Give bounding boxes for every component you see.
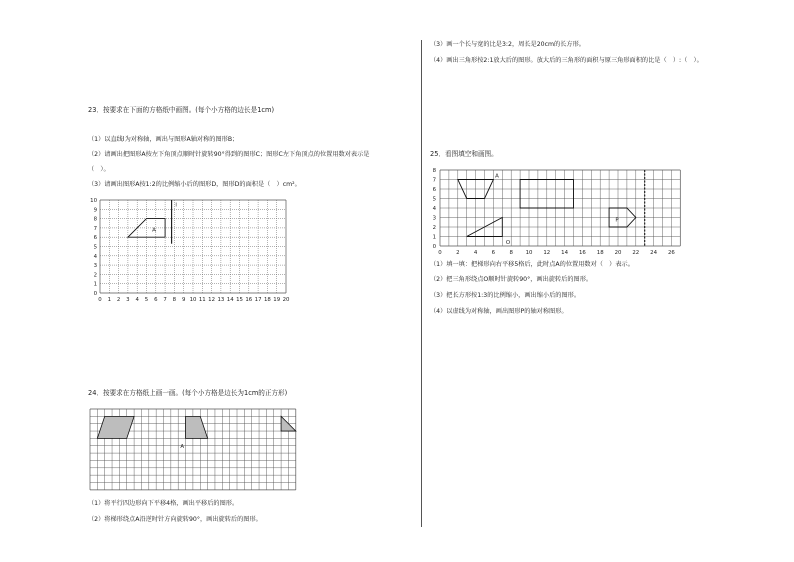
q25-x-tick: 22 [632, 250, 640, 256]
q23-x-tick: 5 [144, 297, 149, 303]
q25-x-tick: 14 [561, 250, 569, 256]
q25-x-tick: 20 [614, 250, 622, 256]
q25-x-tick: 18 [596, 250, 604, 256]
q25-x-tick: 26 [667, 250, 675, 256]
q23-x-tick: 20 [282, 297, 290, 303]
shape-a-label: A [152, 227, 156, 234]
q25-x-tick: 0 [438, 250, 442, 256]
q25-point-o-label: O [505, 240, 511, 247]
q23-y-tick: 4 [93, 253, 97, 260]
q25-x-tick: 10 [525, 250, 533, 256]
q25-y-tick: 5 [432, 196, 436, 203]
q25-y-tick: 3 [432, 215, 436, 222]
q25-y-tick: 4 [432, 206, 436, 212]
q25-item1: （1）填一填：把梯形向右平移5格后，此时点A的位置用数对（ ）表示。 [430, 261, 634, 268]
q25-item2: （2）把三角形绕点O顺时针旋转90°，画出旋转后的图形。 [430, 276, 593, 283]
q24-grid [86, 407, 306, 491]
q25-x-tick: 24 [650, 250, 658, 256]
q23-x-tick: 18 [263, 297, 271, 303]
q-top-item3: （3）画一个长与宽的比是3:2，周长是20cm的长方形。 [430, 41, 585, 48]
q24-title: 24．按要求在方格纸上画一画。(每个小方格是边长为1cm的正方形) [88, 389, 288, 397]
symmetry-line-label: l [175, 202, 177, 209]
q23-x-tick: 2 [116, 297, 121, 303]
q23-x-tick: 15 [236, 297, 243, 303]
q23-x-tick: 8 [172, 297, 177, 303]
q25-x-tick: 2 [456, 250, 460, 256]
q23-item1: （1）以直线l为对称轴，画出与图形A轴对称的图形B； [88, 136, 239, 143]
q23-x-tick: 16 [245, 297, 253, 303]
q23-y-tick: 5 [93, 244, 97, 251]
q23-y-tick: 7 [93, 225, 97, 232]
parallelogram-shape [97, 416, 134, 438]
q25-title: 25．看图填空和画图。 [430, 150, 498, 158]
q25-y-tick: 2 [432, 225, 436, 231]
q-top-item4: （4）画出三角形按2:1放大后的图形。放大后的三角形的面积与原三角形面积的比是（ ）:（ ）。 [430, 57, 703, 64]
q23-y-tick: 6 [93, 235, 97, 242]
q23-x-tick: 9 [181, 297, 186, 303]
q23-y-tick: 1 [93, 281, 97, 288]
q23-x-tick: 4 [135, 297, 139, 303]
q25-shape-p-label: P [615, 217, 619, 224]
q23-x-tick: 11 [198, 297, 206, 303]
column-divider [421, 40, 422, 527]
q23-x-tick: 1 [107, 297, 112, 303]
q23-x-tick: 7 [163, 297, 167, 303]
q23-x-tick: 19 [273, 297, 281, 303]
q23-item3: （3）请画出图形A按1:2的比例缩小后的图形D，图形D的面积是（ ）cm²。 [88, 181, 301, 188]
q23-y-tick: 2 [93, 272, 97, 279]
q25-y-tick: 6 [432, 187, 436, 193]
q25-y-tick: 7 [432, 177, 436, 184]
q25-x-tick: 6 [491, 250, 496, 256]
q23-x-tick: 3 [126, 297, 130, 303]
q25-item3: （3）把长方形按1:3的比例缩小，画出缩小后的图形。 [430, 292, 581, 299]
q25-x-tick: 12 [543, 250, 551, 256]
q23-x-tick: 13 [217, 297, 225, 303]
q23-item2: （2）请画出把图形A按左下角顶点顺时针旋转90°得到的图形C；图形C左下角顶点的位置用数对表示是 [88, 151, 370, 158]
q23-x-tick: 6 [154, 297, 158, 303]
q23-x-tick: 12 [208, 297, 216, 303]
trapezoid-shape [186, 416, 208, 438]
q25-x-tick: 16 [578, 250, 586, 256]
q25-y-tick: 0 [432, 244, 436, 250]
q25-y-tick: 1 [432, 234, 436, 241]
q23-x-tick: 10 [189, 297, 197, 303]
q23-x-tick: 0 [98, 297, 102, 303]
q25-x-tick: 4 [473, 250, 478, 256]
q23-title: 23．按要求在下面的方格纸中画图。(每个小方格的边长是1cm) [88, 106, 275, 114]
q23-grid [88, 196, 298, 311]
point-a-label: A [180, 443, 185, 450]
q23-x-tick: 14 [226, 297, 234, 303]
q23-y-tick: 10 [90, 198, 97, 204]
q25-y-tick: 8 [432, 168, 436, 174]
q23-y-tick: 3 [93, 263, 97, 270]
q25-item4: （4）以虚线为对称轴，画出图形P的轴对称图形。 [430, 308, 568, 315]
q25-x-tick: 8 [509, 250, 513, 256]
q25-grid [428, 166, 698, 258]
q23-x-tick: 17 [254, 297, 262, 303]
q25-point-a-label: A [495, 173, 499, 180]
q24-item2: （2）将梯形绕点A沿逆时针方向旋转90°，画出旋转后的图形。 [88, 516, 262, 523]
q23-item2-cont: （ ）。 [88, 166, 110, 173]
q23-y-tick: 9 [93, 207, 97, 214]
q23-y-tick: 8 [93, 216, 97, 223]
q24-item1: （1）将平行四边形向下平移4格，画出平移后的图形。 [88, 500, 239, 507]
q23-y-tick: 0 [93, 291, 97, 297]
